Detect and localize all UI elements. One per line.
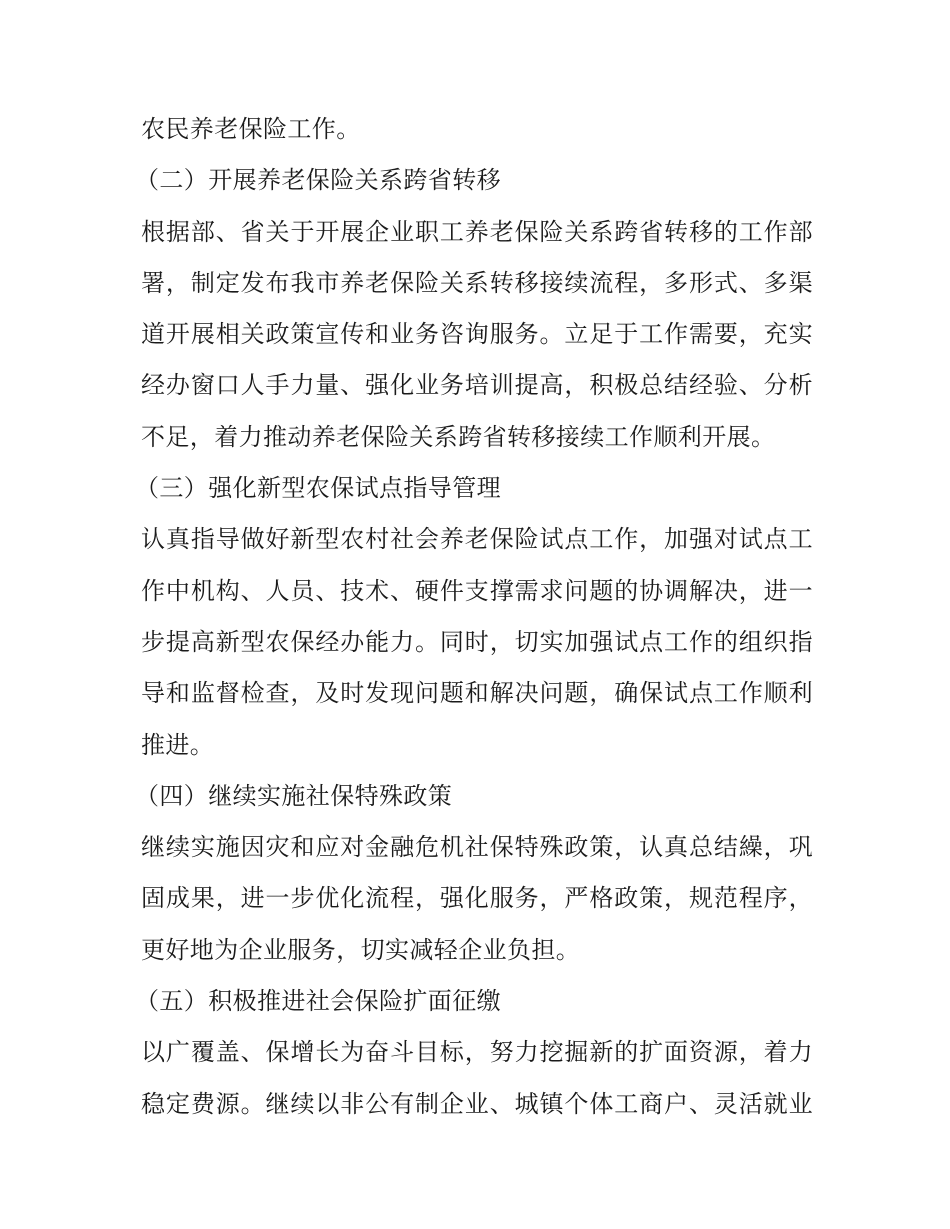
paragraph-line: 认真指导做好新型农村社会养老保险试点工作，加强对试点工	[141, 525, 813, 554]
paragraph-line: 推进。	[141, 730, 215, 759]
section-heading: （四）继续实施社保特殊政策	[135, 781, 453, 810]
paragraph-line: 根据部、省关于开展企业职工养老保险关系跨省转移的工作部	[141, 217, 813, 246]
paragraph-line: 固成果，进一步优化流程，强化服务，严格政策，规范程序，	[141, 884, 813, 913]
document-body	[135, 104, 813, 1130]
paragraph-line: 步提高新型农保经办能力。同时，切实加强试点工作的组织指	[141, 627, 813, 656]
paragraph-line: 稳定费源。继续以非公有制企业、城镇个体工商户、灵活就业	[141, 1089, 813, 1118]
section-heading: （二）开展养老保险关系跨省转移	[135, 166, 501, 195]
paragraph-line: 以广覆盖、保增长为奋斗目标，努力挖掘新的扩面资源，着力	[141, 1038, 813, 1067]
paragraph-line: 导和监督检查，及时发现问题和解决问题，确保试点工作顺利	[141, 679, 813, 708]
section-heading: （五）积极推进社会保险扩面征缴	[135, 987, 501, 1016]
paragraph-line: 继续实施因灾和应对金融危机社保特殊政策，认真总结繰，巩	[141, 833, 813, 862]
paragraph-line: 经办窗口人手力量、强化业务培训提高，积极总结经验、分析	[141, 371, 813, 400]
paragraph-line: 更好地为企业服务，切实减轻企业负担。	[141, 935, 581, 964]
paragraph-line: 署，制定发布我市养老保险关系转移接续流程，多形式、多渠	[141, 268, 813, 297]
paragraph-line: 农民养老保险工作。	[141, 115, 361, 143]
paragraph-line: 作中机构、人员、技术、硬件支撑需求问题的协调解决，进一	[141, 576, 813, 605]
section-heading: （三）强化新型农保试点指导管理	[135, 474, 501, 503]
paragraph-line: 道开展相关政策宣传和业务咨询服务。立足于工作需要，充实	[141, 320, 813, 349]
paragraph-line: 不足，着力推动养老保险关系跨省转移接续工作顺利开展。	[141, 422, 776, 451]
